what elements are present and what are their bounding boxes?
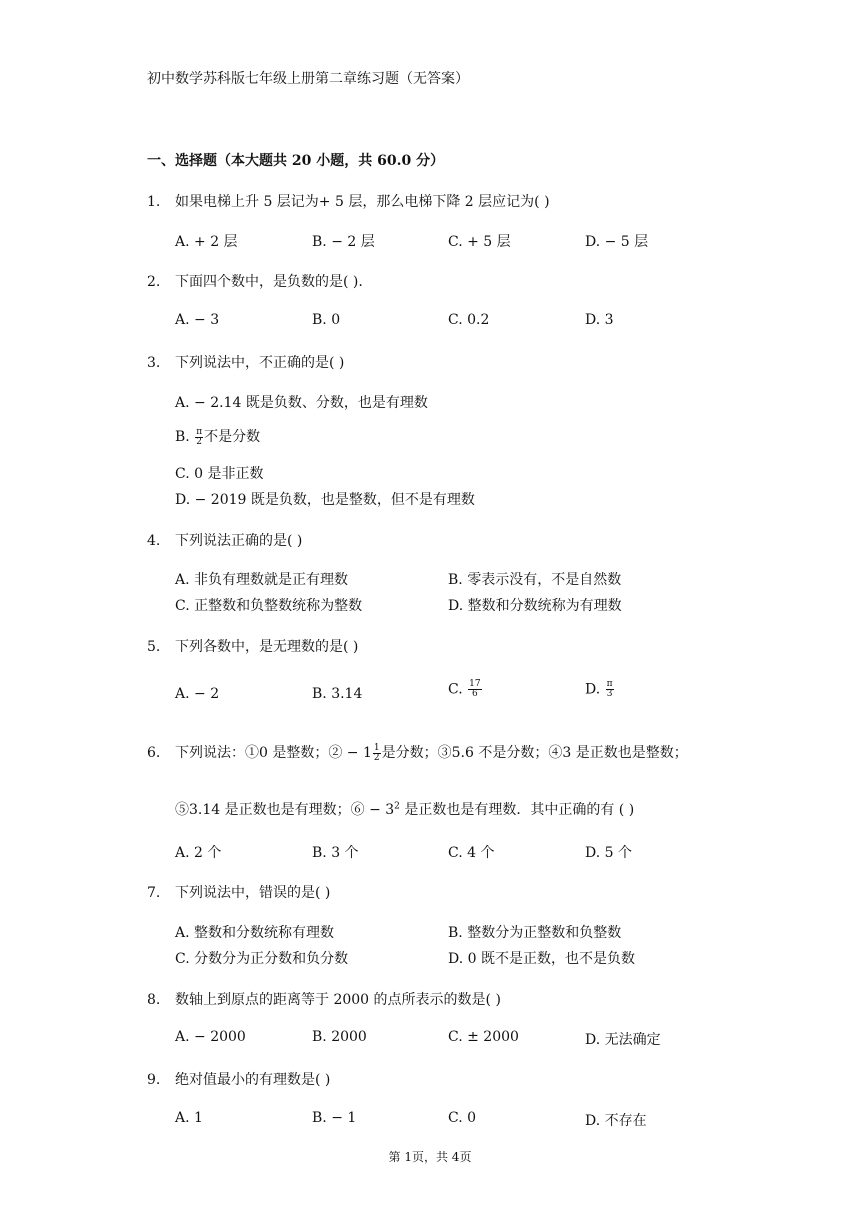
- option-a: A. 非负有理数就是正有理数: [175, 572, 349, 588]
- option-label: B.: [175, 429, 190, 445]
- question-number: 6.: [147, 745, 161, 761]
- option-c: C. 0: [448, 1110, 477, 1126]
- page-footer: 第 1页，共 4页: [388, 1150, 472, 1164]
- question-text: 下面四个数中，是负数的是( ).: [175, 274, 363, 290]
- fraction: [373, 744, 381, 763]
- fraction: [195, 428, 203, 447]
- fraction-numerator: 17: [469, 679, 481, 689]
- option-c: C. 正整数和负整数统称为整数: [175, 598, 363, 614]
- question-text: 下列说法中，错误的是( ): [175, 885, 331, 901]
- option-a: A. − 3: [175, 312, 220, 328]
- question-number: 2.: [147, 274, 161, 290]
- option-c: C. + 5 层: [448, 234, 511, 250]
- option-a: A. + 2 层: [175, 234, 238, 250]
- option-c: C. 分数分为正分数和负分数: [175, 951, 349, 967]
- question-5: [147, 636, 358, 656]
- option-b: B. 整数分为正整数和负整数: [448, 925, 622, 941]
- option-b: B. 3 个: [312, 845, 359, 861]
- fraction-denominator: 6: [471, 689, 478, 699]
- option-b: B. 0: [312, 312, 341, 328]
- question-number: 9.: [147, 1072, 161, 1088]
- fraction-numerator: π: [196, 426, 203, 437]
- option-d: D. − 2019 既是负数，也是整数，但不是有理数: [175, 492, 475, 508]
- question-8: [147, 989, 501, 1009]
- option-label: D.: [585, 681, 601, 698]
- fraction-denominator: 2: [196, 436, 203, 447]
- fraction: [468, 680, 481, 699]
- option-c: C. ± 2000: [448, 1029, 519, 1045]
- question-2: [147, 271, 363, 291]
- fraction-denominator: 2: [373, 752, 380, 763]
- fraction-numerator: 1: [373, 742, 380, 753]
- option-c: C. 0 是非正数: [175, 466, 264, 482]
- option-a: A. − 2000: [175, 1029, 246, 1045]
- document-title: 初中数学苏科版七年级上册第二章练习题（无答案）: [147, 71, 469, 87]
- option-d: D. 不存在: [585, 1113, 647, 1129]
- question-4: [147, 530, 302, 550]
- question-number: 5.: [147, 639, 161, 655]
- question-text: 绝对值最小的有理数是( ): [175, 1072, 331, 1088]
- question-text-part: ⑤3.14 是正数也是有理数；⑥ − 3: [175, 802, 395, 818]
- option-c: C. 0.2: [448, 312, 490, 328]
- question-text: 下列说法正确的是( ): [175, 533, 303, 549]
- question-text: 下列说法中，不正确的是( ): [175, 355, 345, 371]
- option-d: D. 3: [585, 312, 614, 328]
- option-label: C.: [448, 681, 463, 698]
- option-d: D. 无法确定: [585, 1032, 661, 1048]
- option-b: B. 3.14: [312, 686, 363, 702]
- question-number: 4.: [147, 533, 161, 549]
- option-b: [175, 426, 260, 447]
- question-text: 如果电梯上升 5 层记为+ 5 层，那么电梯下降 2 层应记为( ): [175, 194, 550, 210]
- question-number: 8.: [147, 992, 161, 1008]
- question-7: [147, 882, 330, 902]
- option-a: A. 1: [175, 1110, 203, 1126]
- option-c: [448, 680, 483, 699]
- question-6-line-2: [175, 799, 634, 819]
- section-title: 一、选择题（本大题共 20 小题，共 60.0 分）: [147, 153, 445, 169]
- question-text: 数轴上到原点的距离等于 2000 的点所表示的数是( ): [175, 992, 501, 1008]
- fraction-denominator: 3: [606, 689, 613, 699]
- question-3: [147, 352, 344, 372]
- question-1: [147, 191, 550, 211]
- option-d: D. 整数和分数统称为有理数: [448, 598, 622, 614]
- question-number: 7.: [147, 885, 161, 901]
- option-b: B. 零表示没有，不是自然数: [448, 572, 622, 588]
- fraction: [606, 680, 614, 699]
- question-text-part: 下列说法：①0 是整数；② − 1: [175, 745, 372, 761]
- option-b: B. − 2 层: [312, 234, 375, 250]
- question-number: 3.: [147, 355, 161, 371]
- option-a: A. − 2: [175, 686, 220, 702]
- option-d: [585, 680, 615, 699]
- question-text: 下列各数中，是无理数的是( ): [175, 639, 359, 655]
- exponent: 2: [394, 801, 400, 812]
- option-b: B. − 1: [312, 1110, 357, 1126]
- question-text-part: 是分数；③5.6 不是分数；④3 是正数也是整数；: [381, 745, 688, 761]
- fraction-numerator: π: [606, 679, 613, 689]
- question-text-part: 是正数也是有理数．其中正确的有 ( ): [399, 802, 635, 818]
- option-d: D. 5 个: [585, 845, 632, 861]
- question-9: [147, 1069, 330, 1089]
- question-6: [147, 742, 688, 763]
- option-d: D. 0 既不是正数，也不是负数: [448, 951, 635, 967]
- option-a: A. 2 个: [175, 845, 222, 861]
- option-b: B. 2000: [312, 1029, 367, 1045]
- option-d: D. − 5 层: [585, 234, 649, 250]
- question-number: 1.: [147, 194, 161, 210]
- option-a: A. 整数和分数统称有理数: [175, 925, 335, 941]
- option-c: C. 4 个: [448, 845, 495, 861]
- option-a: A. − 2.14 既是负数、分数，也是有理数: [175, 395, 428, 411]
- option-text: 不是分数: [204, 429, 261, 445]
